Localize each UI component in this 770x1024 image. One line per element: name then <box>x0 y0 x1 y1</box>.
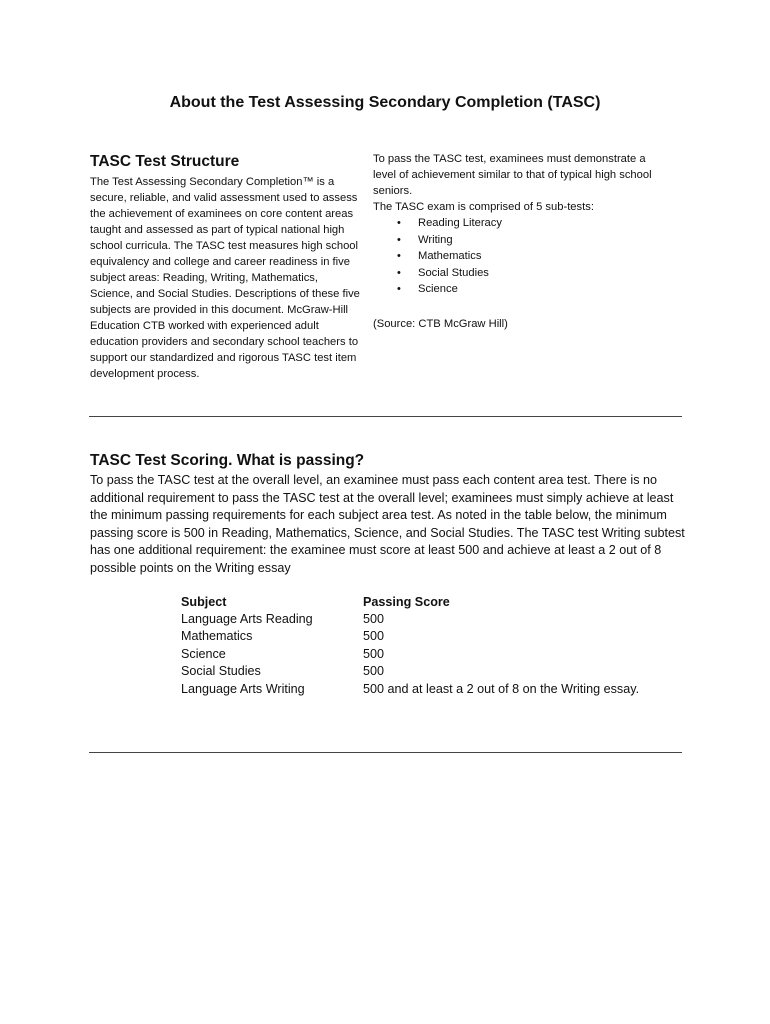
bullet-icon: • <box>397 250 401 262</box>
score-cell: 500 <box>363 629 385 644</box>
score-cell: 500 <box>363 664 385 679</box>
subtests-line: The TASC exam is comprised of 5 sub-tests: <box>373 201 594 213</box>
bullet-icon: • <box>397 283 401 295</box>
structure-body: The Test Assessing Secondary Completion™ is a secure, reliable, and valid assessment used to assess the achievement of examinees on core content areas taught and assessed as part of typical national high school curricula. The TASC test measures high school equivalency and college and career readiness in five subject areas: Reading, Writing, Mathematics, Science, and Social Studies. Descriptions of these five subjects are provided in this document. McGraw-Hill Education CTB worked with experienced adult education providers and secondary school teachers to support our standardized and rigorous TASC test item development process. <box>90 176 360 380</box>
table-header-row <box>181 593 639 610</box>
scoring-heading: TASC Test Scoring. What is passing? <box>90 452 365 469</box>
bullet-icon: • <box>397 233 401 246</box>
subtest-list <box>373 215 663 298</box>
subject-cell: Social Studies <box>181 664 261 679</box>
list-item: • Reading Literacy <box>373 215 663 232</box>
table-row <box>181 610 639 627</box>
subject-cell: Mathematics <box>181 629 253 644</box>
score-cell: 500 <box>363 612 385 627</box>
table-row <box>181 680 639 697</box>
list-item: • Science <box>373 281 663 298</box>
table-row <box>181 645 639 662</box>
score-column-header: Passing Score <box>363 594 450 609</box>
passing-intro: To pass the TASC test, examinees must demonstrate a level of achievement similar to that of typical high school seniors. <box>373 153 652 197</box>
subject-cell: Language Arts Reading <box>181 612 313 627</box>
list-item: • Mathematics <box>373 248 663 265</box>
subject-cell: Science <box>181 646 226 661</box>
bullet-icon: • <box>397 217 401 229</box>
page-title: About the Test Assessing Secondary Completion (TASC) <box>169 94 601 111</box>
list-item: • Writing <box>373 232 663 249</box>
subject-cell: Language Arts Writing <box>181 681 305 696</box>
scoring-body: To pass the TASC test at the overall level, an examinee must pass each content area test. There is no additional requirement to pass the TASC test at the overall level; examinees must simply achieve at least the minimum passing requirements for each subject area test. As noted in the table below, the minimum passing score is 500 in Reading, Mathematics, Science, and Social Studies. The TASC test Writing subtest has one additional requirement: the examinee must score at least 500 and achieve at least a 2 out of 8 possible points on the Writing essay <box>90 473 685 575</box>
divider <box>89 752 682 753</box>
bullet-icon: • <box>397 266 401 279</box>
structure-heading: TASC Test Structure <box>90 153 240 170</box>
subject-column-header: Subject <box>181 594 227 609</box>
structure-section <box>90 152 362 382</box>
table-row <box>181 628 639 645</box>
source-note: (Source: CTB McGraw Hill) <box>373 317 508 330</box>
scoring-section <box>90 451 685 577</box>
passing-score-table <box>181 593 639 697</box>
score-cell: 500 and at least a 2 out of 8 on the Writing essay. <box>363 681 640 696</box>
score-cell: 500 <box>363 646 385 661</box>
table-row <box>181 663 639 680</box>
divider <box>89 416 682 417</box>
list-item: • Social Studies <box>373 265 663 282</box>
passing-summary <box>373 151 663 343</box>
